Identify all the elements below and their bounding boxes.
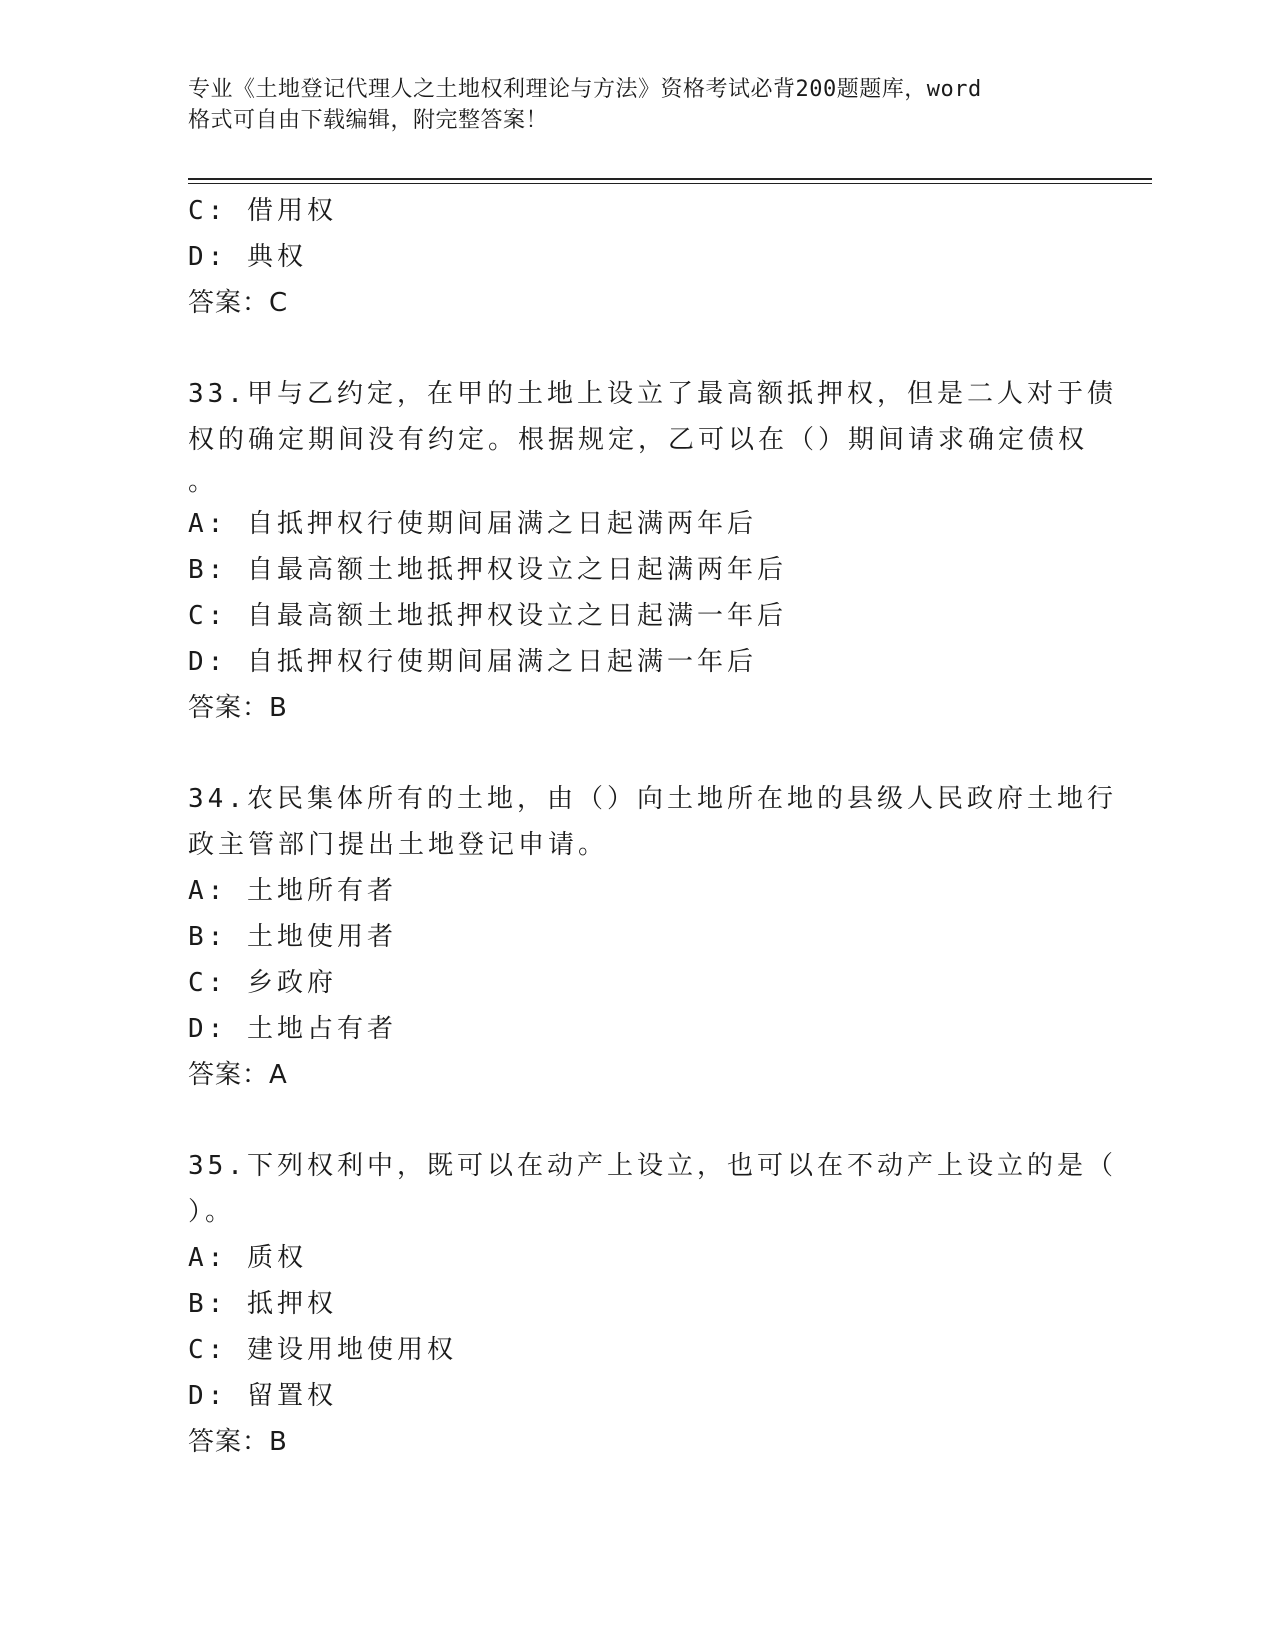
question-34 xyxy=(188,776,1117,1098)
question-text-line: 政主管部门提出土地登记申请。 xyxy=(188,830,609,860)
question-text-line: 35.下列权利中，既可以在动产上设立，也可以在不动产上设立的是（ xyxy=(188,1151,1117,1181)
option-b: B: 抵押权 xyxy=(188,1289,337,1319)
question-text-line: 34.农民集体所有的土地，由（）向土地所在地的县级人民政府土地行 xyxy=(188,784,1117,814)
option-d: D: 土地占有者 xyxy=(188,1014,397,1044)
option-c: C: 乡政府 xyxy=(188,968,337,998)
option-a: A: 质权 xyxy=(188,1243,307,1273)
document-header xyxy=(188,74,1088,136)
header-line-2: 格式可自由下载编辑，附完整答案！ xyxy=(188,108,549,133)
header-rule xyxy=(188,178,1152,180)
question-text-line: 权的确定期间没有约定。根据规定，乙可以在（）期间请求确定债权 xyxy=(188,425,1089,455)
question-text-line: ）。 xyxy=(188,1197,236,1227)
option-a: A: 土地所有者 xyxy=(188,876,397,906)
question-33 xyxy=(188,371,1117,731)
option-b: B: 自最高额土地抵押权设立之日起满两年后 xyxy=(188,555,787,585)
header-rule-thin xyxy=(188,183,1152,184)
option-d: D: 自抵押权行使期间届满之日起满一年后 xyxy=(188,647,757,677)
option-d: D: 典权 xyxy=(188,242,307,272)
option-c: C: 借用权 xyxy=(188,196,337,226)
question-text-line: 33.甲与乙约定，在甲的土地上设立了最高额抵押权，但是二人对于债 xyxy=(188,379,1117,409)
option-a: A: 自抵押权行使期间届满之日起满两年后 xyxy=(188,509,757,539)
option-c: C: 自最高额土地抵押权设立之日起满一年后 xyxy=(188,601,787,631)
answer: 答案：B xyxy=(188,693,288,723)
question-content xyxy=(188,188,1117,1465)
question-35 xyxy=(188,1143,1117,1465)
prev-question-tail xyxy=(188,188,1088,326)
option-b: B: 土地使用者 xyxy=(188,922,397,952)
answer: 答案：A xyxy=(188,1060,288,1090)
header-line-1: 专业《土地登记代理人之土地权利理论与方法》资格考试必背200题题库，word xyxy=(188,77,982,102)
answer: 答案：B xyxy=(188,1427,288,1457)
option-d: D: 留置权 xyxy=(188,1381,337,1411)
answer: 答案：C xyxy=(188,288,289,318)
question-text-line: 。 xyxy=(188,467,219,497)
option-c: C: 建设用地使用权 xyxy=(188,1335,457,1365)
